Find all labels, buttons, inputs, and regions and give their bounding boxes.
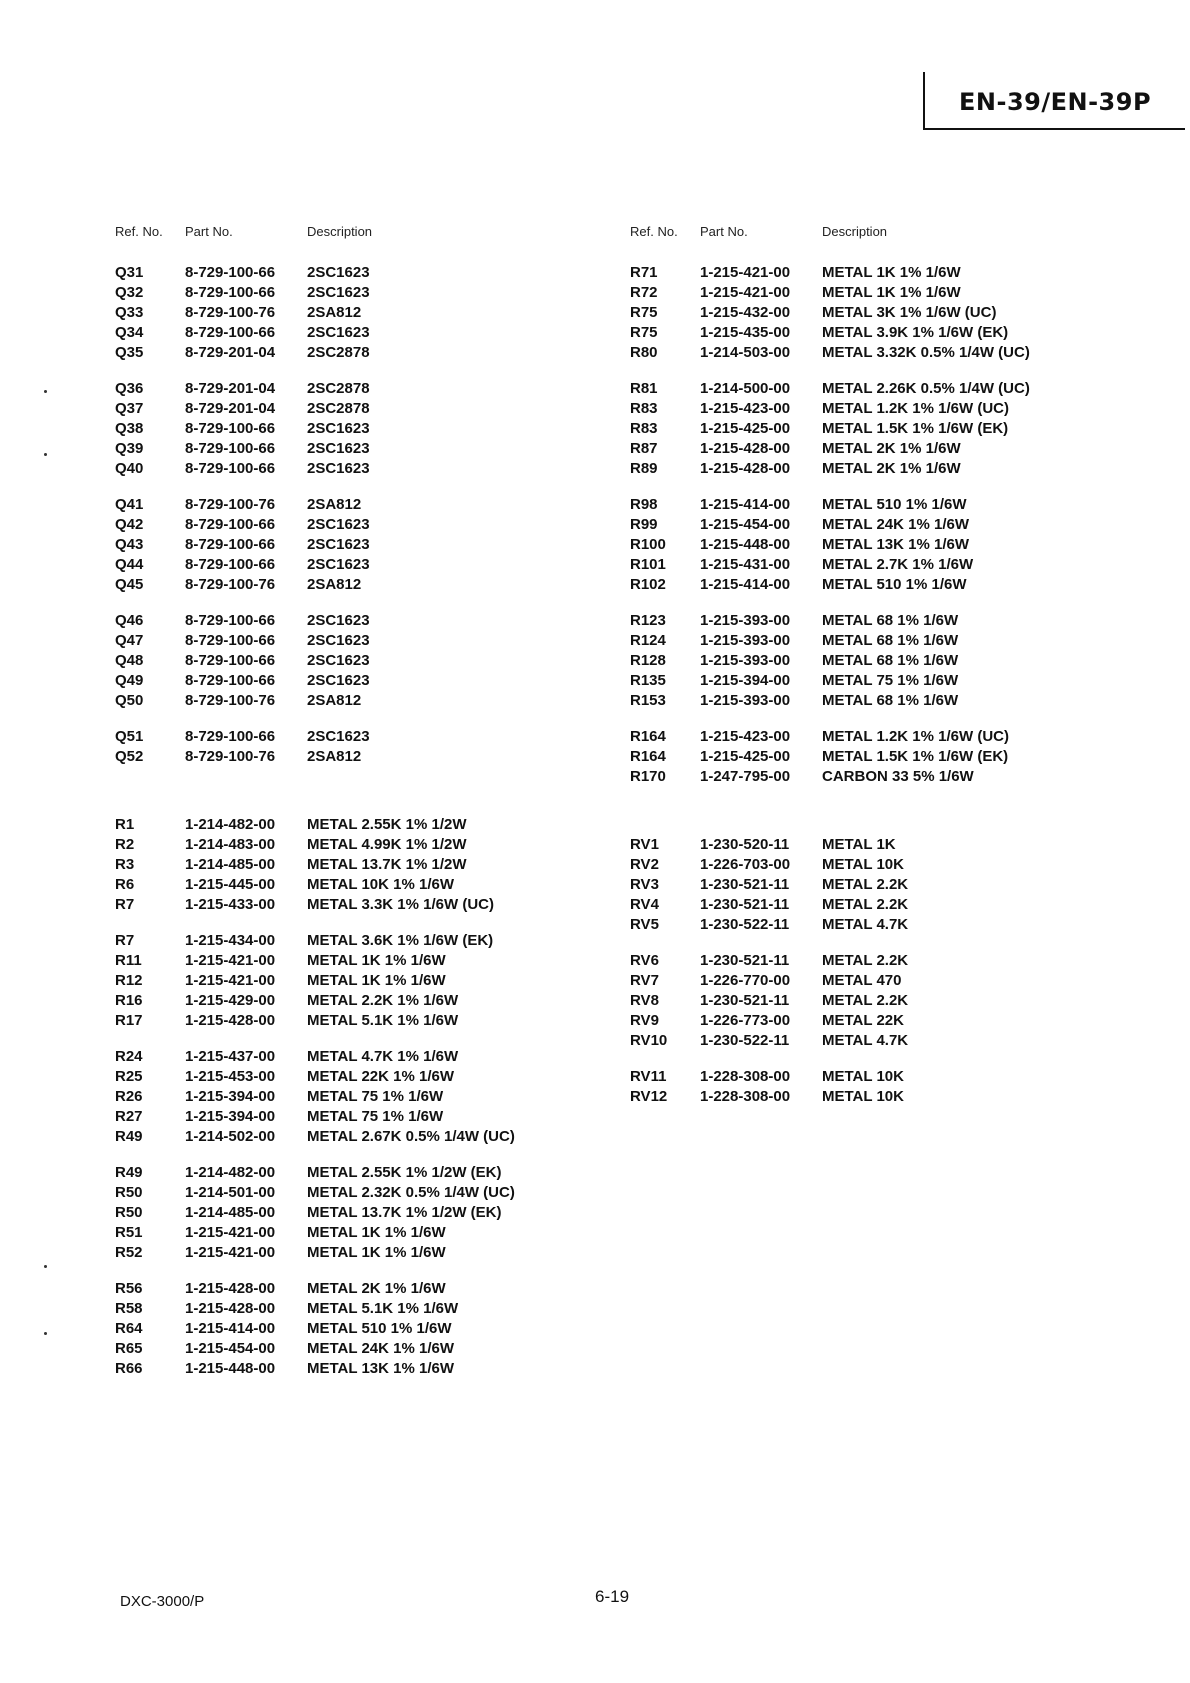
ref-no-cell: RV11 [630, 1068, 667, 1085]
ref-no-cell: R75 [630, 324, 658, 341]
ref-no-cell: Q43 [115, 536, 144, 553]
part-no-cell: 1-215-414-00 [700, 496, 791, 513]
ref-no-cell: R56 [115, 1280, 143, 1297]
description-cell: METAL 2.2K [822, 992, 909, 1009]
description-cell: 2SC1623 [307, 652, 370, 669]
ref-no-cell: RV1 [630, 836, 659, 853]
part-no-cell: 1-215-414-00 [700, 576, 791, 593]
part-no-cell: 1-215-394-00 [700, 672, 791, 689]
ref-no-cell: R52 [115, 1244, 143, 1261]
part-no-cell: 1-215-421-00 [185, 952, 276, 969]
part-no-cell: 8-729-100-66 [185, 652, 276, 669]
page-title: EN-39/EN-39P [959, 88, 1152, 116]
part-no-cell: 8-729-100-76 [185, 748, 276, 765]
part-no-cell: 1-215-393-00 [700, 652, 791, 669]
description-cell: METAL 510 1% 1/6W [822, 496, 967, 513]
description-cell: METAL 75 1% 1/6W [307, 1088, 444, 1105]
description-cell: METAL 3.6K 1% 1/6W (EK) [307, 932, 494, 949]
description-cell: 2SC1623 [307, 612, 370, 629]
ref-no-cell: R17 [115, 1012, 143, 1029]
ref-no-cell: R170 [630, 768, 666, 785]
ref-no-cell: R2 [115, 836, 135, 853]
ref-no-cell: R135 [630, 672, 666, 689]
ref-no-cell: R128 [630, 652, 666, 669]
part-no-cell: 1-247-795-00 [700, 768, 791, 785]
description-cell: 2SC1623 [307, 420, 370, 437]
ref-no-header: Ref. No. [630, 224, 678, 239]
part-no-cell: 1-215-445-00 [185, 876, 276, 893]
description-cell: METAL 2K 1% 1/6W [307, 1280, 446, 1297]
description-cell: METAL 24K 1% 1/6W [822, 516, 969, 533]
part-no-cell: 1-226-770-00 [700, 972, 791, 989]
part-no-cell: 1-214-482-00 [185, 1164, 276, 1181]
description-cell: METAL 68 1% 1/6W [822, 692, 959, 709]
ref-no-cell: R98 [630, 496, 658, 513]
part-no-cell: 1-215-428-00 [185, 1280, 276, 1297]
part-no-cell: 1-214-485-00 [185, 856, 276, 873]
ref-no-cell: R100 [630, 536, 666, 553]
ref-no-cell: RV8 [630, 992, 659, 1009]
part-no-cell: 1-215-425-00 [700, 420, 791, 437]
part-no-cell: 8-729-100-66 [185, 632, 276, 649]
part-no-cell: 1-215-454-00 [185, 1340, 276, 1357]
description-cell: 2SA812 [307, 748, 362, 765]
part-no-cell: 1-228-308-00 [700, 1088, 791, 1105]
description-cell: CARBON 33 5% 1/6W [822, 768, 974, 785]
part-no-cell: 8-729-100-66 [185, 264, 276, 281]
ref-no-cell: Q48 [115, 652, 144, 669]
ref-no-cell: Q45 [115, 576, 144, 593]
ref-no-cell: R65 [115, 1340, 143, 1357]
description-cell: METAL 1K 1% 1/6W [822, 264, 961, 281]
ref-no-cell: R50 [115, 1184, 143, 1201]
part-no-cell: 1-215-448-00 [700, 536, 791, 553]
ref-no-cell: Q42 [115, 516, 144, 533]
description-cell: METAL 1.5K 1% 1/6W (EK) [822, 748, 1009, 765]
ref-no-cell: R64 [115, 1320, 143, 1337]
description-cell: 2SC1623 [307, 516, 370, 533]
part-no-cell: 1-215-421-00 [700, 284, 791, 301]
part-no-cell: 1-215-437-00 [185, 1048, 276, 1065]
description-cell: 2SC1623 [307, 440, 370, 457]
part-no-cell: 1-230-521-11 [700, 896, 790, 913]
ref-no-cell: RV2 [630, 856, 659, 873]
ref-no-cell: R81 [630, 380, 658, 397]
part-no-header: Part No. [185, 224, 233, 239]
ref-no-cell: R164 [630, 748, 666, 765]
description-cell: METAL 5.1K 1% 1/6W [307, 1012, 459, 1029]
description-header: Description [307, 224, 373, 239]
description-cell: METAL 2.2K [822, 876, 909, 893]
part-no-cell: 1-214-483-00 [185, 836, 276, 853]
ref-no-cell: RV9 [630, 1012, 659, 1029]
part-no-cell: 1-215-423-00 [700, 728, 791, 745]
part-no-cell: 8-729-201-04 [185, 344, 276, 361]
ref-no-cell: R99 [630, 516, 658, 533]
description-cell: METAL 4.7K 1% 1/6W [307, 1048, 459, 1065]
part-no-cell: 1-215-454-00 [700, 516, 791, 533]
description-cell: 2SC1623 [307, 632, 370, 649]
ref-no-cell: R7 [115, 932, 135, 949]
description-cell: METAL 2.2K [822, 952, 909, 969]
description-cell: 2SC1623 [307, 460, 370, 477]
ref-no-cell: Q50 [115, 692, 144, 709]
ref-no-cell: R6 [115, 876, 135, 893]
description-cell: 2SA812 [307, 692, 362, 709]
part-no-cell: 8-729-100-66 [185, 420, 276, 437]
description-cell: METAL 1K [822, 836, 896, 853]
part-no-cell: 8-729-100-66 [185, 460, 276, 477]
description-cell: 2SA812 [307, 576, 362, 593]
ref-no-cell: R49 [115, 1128, 143, 1145]
ref-no-cell: Q35 [115, 344, 144, 361]
part-no-cell: 1-215-428-00 [700, 440, 791, 457]
ref-no-cell: Q47 [115, 632, 144, 649]
ref-no-cell: R71 [630, 264, 658, 281]
ref-no-cell: R11 [115, 952, 142, 969]
ref-no-cell: Q52 [115, 748, 144, 765]
part-no-cell: 1-215-428-00 [700, 460, 791, 477]
description-cell: METAL 75 1% 1/6W [822, 672, 959, 689]
part-no-cell: 1-230-521-11 [700, 876, 790, 893]
description-cell: METAL 1.2K 1% 1/6W (UC) [822, 400, 1009, 417]
part-no-cell: 1-215-428-00 [185, 1012, 276, 1029]
part-no-cell: 8-729-201-04 [185, 400, 276, 417]
ref-no-cell: R50 [115, 1204, 143, 1221]
description-cell: METAL 1K 1% 1/6W [307, 1224, 446, 1241]
part-no-cell: 1-226-773-00 [700, 1012, 791, 1029]
description-cell: METAL 2.55K 1% 1/2W [307, 816, 467, 833]
ref-no-cell: RV12 [630, 1088, 668, 1105]
ref-no-cell: R102 [630, 576, 666, 593]
part-no-cell: 1-215-414-00 [185, 1320, 276, 1337]
ref-no-cell: Q39 [115, 440, 144, 457]
part-no-cell: 8-729-100-66 [185, 556, 276, 573]
part-no-cell: 1-230-520-11 [700, 836, 790, 853]
part-no-cell: 1-215-423-00 [700, 400, 791, 417]
description-cell: 2SC2878 [307, 380, 370, 397]
part-no-cell: 1-226-703-00 [700, 856, 791, 873]
ref-no-cell: RV4 [630, 896, 659, 913]
ref-no-cell: RV10 [630, 1032, 668, 1049]
description-cell: METAL 1.5K 1% 1/6W (EK) [822, 420, 1009, 437]
ref-no-cell: R27 [115, 1108, 143, 1125]
part-no-cell: 1-214-485-00 [185, 1204, 276, 1221]
ref-no-cell: R16 [115, 992, 143, 1009]
description-cell: METAL 24K 1% 1/6W [307, 1340, 454, 1357]
part-no-cell: 8-729-100-66 [185, 536, 276, 553]
ref-no-cell: R7 [115, 896, 135, 913]
ref-no-cell: Q44 [115, 556, 144, 573]
description-cell: METAL 22K [822, 1012, 904, 1029]
part-no-cell: 1-215-448-00 [185, 1360, 276, 1377]
part-no-cell: 1-214-503-00 [700, 344, 791, 361]
part-no-cell: 1-215-394-00 [185, 1108, 276, 1125]
ref-no-cell: Q46 [115, 612, 144, 629]
description-cell: METAL 10K [822, 1088, 904, 1105]
description-cell: 2SC2878 [307, 344, 370, 361]
part-no-cell: 1-215-393-00 [700, 612, 791, 629]
description-cell: 2SC1623 [307, 728, 370, 745]
description-cell: 2SC1623 [307, 324, 370, 341]
description-cell: METAL 3.32K 0.5% 1/4W (UC) [822, 344, 1030, 361]
ref-no-header: Ref. No. [115, 224, 163, 239]
part-no-header: Part No. [700, 224, 748, 239]
part-no-cell: 1-215-421-00 [185, 972, 276, 989]
description-cell: METAL 2.55K 1% 1/2W (EK) [307, 1164, 502, 1181]
description-cell: 2SC1623 [307, 284, 370, 301]
description-cell: METAL 13K 1% 1/6W [307, 1360, 454, 1377]
ref-no-cell: R75 [630, 304, 658, 321]
description-cell: METAL 3.9K 1% 1/6W (EK) [822, 324, 1009, 341]
description-cell: METAL 4.99K 1% 1/2W [307, 836, 467, 853]
part-no-cell: 1-215-421-00 [700, 264, 791, 281]
ref-no-cell: R51 [115, 1224, 143, 1241]
part-no-cell: 8-729-100-66 [185, 324, 276, 341]
part-no-cell: 1-215-425-00 [700, 748, 791, 765]
part-no-cell: 1-215-421-00 [185, 1224, 276, 1241]
part-no-cell: 8-729-100-76 [185, 576, 276, 593]
part-no-cell: 8-729-100-76 [185, 304, 276, 321]
ref-no-cell: R89 [630, 460, 658, 477]
description-cell: METAL 510 1% 1/6W [307, 1320, 452, 1337]
description-cell: METAL 13K 1% 1/6W [822, 536, 969, 553]
part-no-cell: 8-729-100-66 [185, 672, 276, 689]
description-cell: METAL 10K [822, 856, 904, 873]
part-no-cell: 1-230-522-11 [700, 916, 790, 933]
part-no-cell: 1-215-434-00 [185, 932, 276, 949]
description-cell: METAL 2K 1% 1/6W [822, 460, 961, 477]
ref-no-cell: R124 [630, 632, 666, 649]
description-cell: 2SC2878 [307, 400, 370, 417]
part-no-cell: 1-215-428-00 [185, 1300, 276, 1317]
description-cell: METAL 68 1% 1/6W [822, 652, 959, 669]
ref-no-cell: Q41 [115, 496, 144, 513]
part-no-cell: 8-729-100-66 [185, 728, 276, 745]
ref-no-cell: R101 [630, 556, 666, 573]
part-no-cell: 1-215-393-00 [700, 632, 791, 649]
ref-no-cell: R66 [115, 1360, 143, 1377]
description-cell: 2SC1623 [307, 672, 370, 689]
part-no-cell: 1-215-429-00 [185, 992, 276, 1009]
part-no-cell: 1-230-521-11 [700, 992, 790, 1009]
ref-no-cell: RV6 [630, 952, 659, 969]
description-cell: METAL 10K [822, 1068, 904, 1085]
description-cell: 2SC1623 [307, 536, 370, 553]
part-no-cell: 1-230-522-11 [700, 1032, 790, 1049]
ref-no-cell: Q37 [115, 400, 144, 417]
ref-no-cell: Q51 [115, 728, 144, 745]
ref-no-cell: Q31 [115, 264, 144, 281]
description-cell: METAL 3K 1% 1/6W (UC) [822, 304, 997, 321]
ref-no-cell: RV5 [630, 916, 659, 933]
description-cell: METAL 2.26K 0.5% 1/4W (UC) [822, 380, 1030, 397]
description-cell: METAL 1K 1% 1/6W [307, 1244, 446, 1261]
description-cell: METAL 3.3K 1% 1/6W (UC) [307, 896, 494, 913]
part-no-cell: 1-228-308-00 [700, 1068, 791, 1085]
ref-no-cell: Q36 [115, 380, 144, 397]
part-no-cell: 8-729-100-66 [185, 612, 276, 629]
part-no-cell: 1-214-502-00 [185, 1128, 276, 1145]
part-no-cell: 1-215-453-00 [185, 1068, 276, 1085]
ref-no-cell: R72 [630, 284, 658, 301]
part-no-cell: 8-729-100-66 [185, 440, 276, 457]
ref-no-cell: R25 [115, 1068, 143, 1085]
description-cell: METAL 68 1% 1/6W [822, 632, 959, 649]
description-cell: METAL 2.67K 0.5% 1/4W (UC) [307, 1128, 515, 1145]
ref-no-cell: Q38 [115, 420, 144, 437]
description-cell: METAL 1K 1% 1/6W [822, 284, 961, 301]
ref-no-cell: R87 [630, 440, 658, 457]
ref-no-cell: R3 [115, 856, 135, 873]
description-cell: 2SA812 [307, 304, 362, 321]
description-cell: METAL 2.7K 1% 1/6W [822, 556, 974, 573]
part-no-cell: 8-729-100-76 [185, 496, 276, 513]
ref-no-cell: R24 [115, 1048, 143, 1065]
ref-no-cell: R26 [115, 1088, 143, 1105]
ref-no-cell: R12 [115, 972, 143, 989]
part-no-cell: 8-729-100-76 [185, 692, 276, 709]
ref-no-cell: Q32 [115, 284, 144, 301]
part-no-cell: 1-214-501-00 [185, 1184, 276, 1201]
description-cell: METAL 22K 1% 1/6W [307, 1068, 454, 1085]
page-number: 6-19 [595, 1587, 630, 1606]
part-no-cell: 1-230-521-11 [700, 952, 790, 969]
ref-no-cell: Q49 [115, 672, 144, 689]
description-cell: METAL 2.2K 1% 1/6W [307, 992, 459, 1009]
description-cell: METAL 2.32K 0.5% 1/4W (UC) [307, 1184, 515, 1201]
part-no-cell: 1-215-433-00 [185, 896, 276, 913]
ref-no-cell: R83 [630, 420, 658, 437]
description-cell: METAL 13.7K 1% 1/2W [307, 856, 467, 873]
margin-mark [44, 1265, 47, 1268]
part-no-cell: 8-729-100-66 [185, 284, 276, 301]
footer-model: DXC-3000/P [120, 1593, 205, 1610]
part-no-cell: 1-215-432-00 [700, 304, 791, 321]
description-cell: METAL 4.7K [822, 1032, 909, 1049]
ref-no-cell: R80 [630, 344, 658, 361]
description-cell: 2SC1623 [307, 556, 370, 573]
description-cell: METAL 68 1% 1/6W [822, 612, 959, 629]
description-cell: METAL 2K 1% 1/6W [822, 440, 961, 457]
description-cell: METAL 2.2K [822, 896, 909, 913]
ref-no-cell: Q33 [115, 304, 144, 321]
part-no-cell: 8-729-100-66 [185, 516, 276, 533]
description-cell: METAL 1K 1% 1/6W [307, 952, 446, 969]
ref-no-cell: Q34 [115, 324, 144, 341]
margin-mark [44, 1332, 47, 1335]
description-cell: METAL 4.7K [822, 916, 909, 933]
part-no-cell: 1-214-500-00 [700, 380, 791, 397]
header-box [923, 72, 1185, 130]
part-no-cell: 1-215-431-00 [700, 556, 791, 573]
ref-no-cell: R1 [115, 816, 135, 833]
part-no-cell: 1-215-421-00 [185, 1244, 276, 1261]
part-no-cell: 1-215-435-00 [700, 324, 791, 341]
description-cell: METAL 1.2K 1% 1/6W (UC) [822, 728, 1009, 745]
ref-no-cell: RV7 [630, 972, 659, 989]
description-cell: METAL 75 1% 1/6W [307, 1108, 444, 1125]
description-cell: METAL 510 1% 1/6W [822, 576, 967, 593]
part-no-cell: 8-729-201-04 [185, 380, 276, 397]
margin-mark [44, 390, 47, 393]
description-cell: METAL 13.7K 1% 1/2W (EK) [307, 1204, 502, 1221]
ref-no-cell: R58 [115, 1300, 143, 1317]
ref-no-cell: R123 [630, 612, 666, 629]
ref-no-cell: R83 [630, 400, 658, 417]
part-no-cell: 1-215-394-00 [185, 1088, 276, 1105]
ref-no-cell: RV3 [630, 876, 659, 893]
description-cell: METAL 470 [822, 972, 902, 989]
description-cell: 2SA812 [307, 496, 362, 513]
ref-no-cell: Q40 [115, 460, 144, 477]
ref-no-cell: R164 [630, 728, 666, 745]
description-cell: METAL 5.1K 1% 1/6W [307, 1300, 459, 1317]
part-no-cell: 1-214-482-00 [185, 816, 276, 833]
description-cell: 2SC1623 [307, 264, 370, 281]
description-header: Description [822, 224, 888, 239]
description-cell: METAL 1K 1% 1/6W [307, 972, 446, 989]
description-cell: METAL 10K 1% 1/6W [307, 876, 454, 893]
ref-no-cell: R153 [630, 692, 666, 709]
ref-no-cell: R49 [115, 1164, 143, 1181]
part-no-cell: 1-215-393-00 [700, 692, 791, 709]
margin-mark [44, 453, 47, 456]
